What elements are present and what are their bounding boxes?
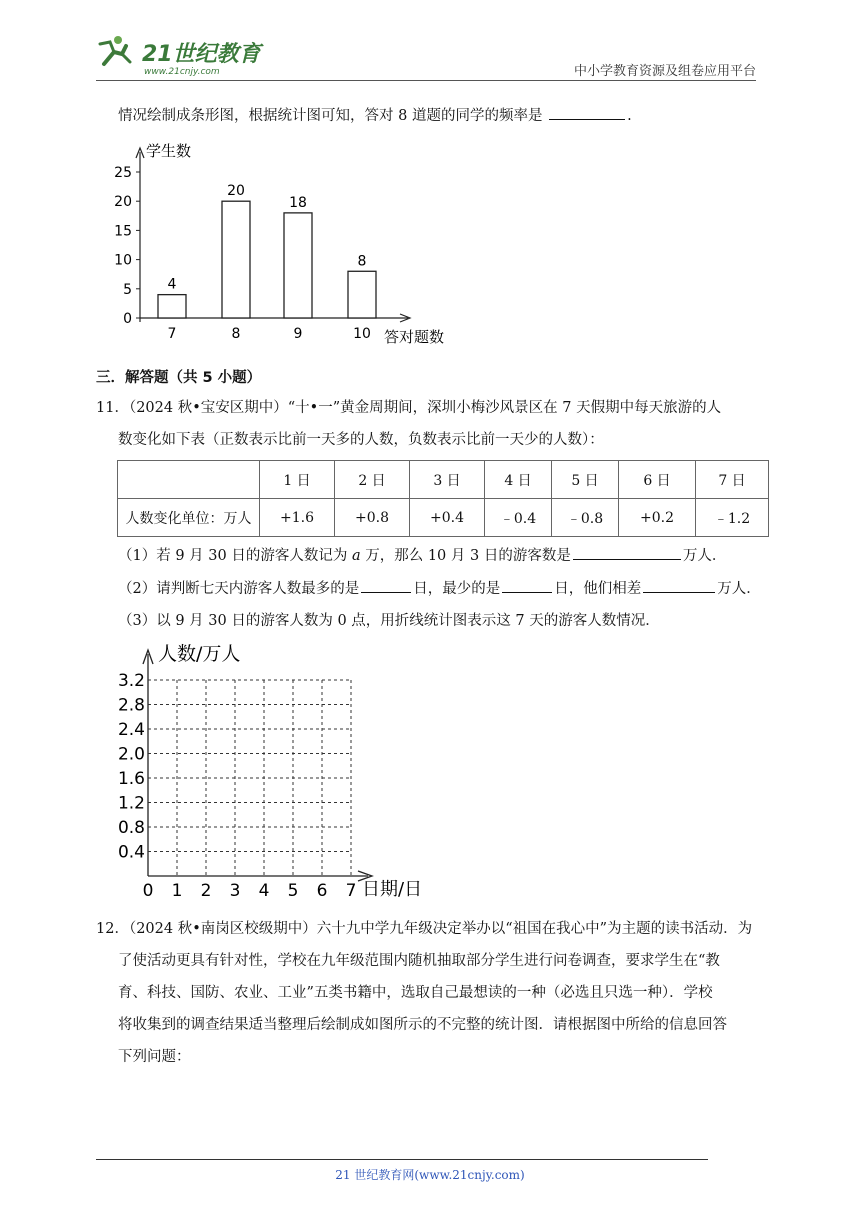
table-cell: +0.8 (335, 499, 410, 537)
y-tick-label: 0.4 (117, 842, 145, 863)
bar-data-label: 18 (289, 194, 307, 211)
section-title: 三．解答题（共 5 小题） (96, 370, 262, 386)
runner-icon (100, 36, 130, 64)
visitor-change-table (117, 460, 769, 537)
q11-part-3: （3）以 9 月 30 日的游客人数为 0 点，用折线统计图表示这 7 天的游客人数情况． (118, 613, 660, 629)
table-cell: ﹣1.2 (696, 499, 769, 537)
y-axis-label: 学生数 (146, 142, 192, 160)
y-tick-label: 20 (114, 194, 132, 211)
y-tick-label: 1.6 (117, 769, 145, 789)
table-row (118, 499, 769, 537)
x-tick-label: 0 (142, 881, 154, 900)
y-tick-label: 15 (114, 223, 132, 240)
variable-a: a (351, 548, 361, 564)
q12-line-2: 了使活动更具有针对性，学校在九年级范围内随机抽取部分学生进行问卷调查，要求学生在“教 (118, 953, 720, 969)
x-tick-label: 4 (258, 881, 270, 900)
footer-divider (96, 1159, 708, 1160)
q11-line-2: 数变化如下表（正数表示比前一天多的人数，负数表示比前一天少的人数）： (118, 432, 604, 448)
table-cell: ﹣0.8 (552, 499, 619, 537)
line-chart-grid (110, 638, 440, 900)
x-tick-label: 8 (231, 326, 241, 342)
q11-p2-text-d: 万人． (717, 581, 761, 597)
x-tick-label: 9 (293, 326, 303, 342)
table-cell: ﹣0.4 (485, 499, 552, 537)
q10-text (118, 105, 632, 126)
bar (348, 271, 376, 318)
table-header-cell: 5 日 (552, 461, 619, 499)
y-tick-label: 25 (114, 165, 132, 181)
x-tick-label: 1 (171, 881, 183, 900)
logo-text: 21世纪教育 (142, 42, 261, 67)
table-header-cell: 4 日 (485, 461, 552, 499)
q12-line-5: 下列问题： (118, 1049, 191, 1065)
x-tick-label: 3 (229, 881, 241, 900)
x-tick-label: 2 (200, 881, 212, 900)
q12-line-1: 12．（2024 秋•南岗区校级期中）六十九中学九年级决定举办以“祖国在我心中”为主题的读书活动．为 (96, 921, 753, 937)
site-logo (96, 34, 276, 78)
table-cell: +0.2 (619, 499, 696, 537)
q10-sentence: 情况绘制成条形图，根据统计图可知，答对 8 道题的同学的频率是 (118, 108, 543, 124)
table-header-cell: 6 日 (619, 461, 696, 499)
answer-blank[interactable] (502, 578, 552, 593)
q11-p2-text-c: 日，他们相差 (554, 581, 642, 597)
y-tick-label: 2.4 (117, 720, 145, 740)
footer-link[interactable]: 21 世纪教育网(www.21cnjy.com) (335, 1168, 525, 1182)
table-header-cell: 7 日 (696, 461, 769, 499)
y-tick-label: 3.2 (117, 671, 145, 691)
bar (284, 213, 312, 318)
x-tick-label: 6 (316, 881, 328, 900)
q11-p1-text-a: （1）若 9 月 30 日的游客人数记为 (118, 548, 352, 564)
q10-end: . (627, 108, 632, 124)
answer-blank[interactable] (573, 545, 681, 560)
table-row-label: 人数变化单位：万人 (118, 499, 260, 537)
q11-p1-text-c: 万人． (682, 548, 727, 564)
x-axis-label: 日期/日 (362, 879, 423, 900)
bar-chart (108, 138, 470, 348)
answer-blank[interactable] (549, 105, 625, 120)
q11-p1-text-b: 万，那么 10 月 3 日的游客数是 (360, 548, 571, 564)
x-tick-label: 7 (167, 326, 177, 342)
answer-blank[interactable] (643, 578, 715, 593)
x-tick-label: 5 (287, 881, 299, 900)
q11-p2-text-b: 日，最少的是 (413, 581, 501, 597)
answer-blank[interactable] (361, 578, 411, 593)
bar-data-label: 20 (227, 183, 245, 200)
table-header-cell (118, 461, 260, 499)
bar (158, 295, 186, 318)
q11-part-2 (118, 578, 761, 599)
y-tick-label: 5 (123, 281, 132, 298)
header-divider (96, 80, 756, 81)
bar-data-label: 4 (167, 276, 177, 293)
x-tick-label: 10 (353, 326, 371, 342)
x-tick-label: 7 (345, 881, 357, 900)
header-platform-name: 中小学教育资源及组卷应用平台 (573, 64, 756, 79)
q12-line-4: 将收集到的调查结果适当整理后绘制成如图所示的不完整的统计图．请根据图中所给的信息回答 (118, 1017, 727, 1033)
y-tick-label: 0.8 (117, 818, 145, 838)
x-axis-label: 答对题数 (384, 328, 445, 346)
table-header-row (118, 461, 769, 499)
table-header-cell: 1 日 (260, 461, 335, 499)
table-header-cell: 2 日 (335, 461, 410, 499)
table-header-cell: 3 日 (410, 461, 485, 499)
q11-part-1 (118, 545, 726, 566)
table-cell: +1.6 (260, 499, 335, 537)
y-tick-label: 0 (123, 311, 132, 327)
y-tick-label: 2.0 (117, 744, 145, 765)
y-tick-label: 10 (114, 252, 132, 269)
q11-p2-text-a: （2）请判断七天内游客人数最多的是 (118, 581, 360, 597)
y-tick-label: 1.2 (117, 793, 145, 814)
y-axis-label: 人数/万人 (158, 643, 241, 665)
table-cell: +0.4 (410, 499, 485, 537)
logo-url: www.21cnjy.com (144, 67, 220, 77)
y-tick-label: 2.8 (117, 695, 145, 716)
q12-line-3: 育、科技、国防、农业、工业”五类书籍中，选取自己最想读的一种（必选且只选一种）．学校 (118, 985, 713, 1001)
q11-line-1: 11．（2024 秋•宝安区期中）“十•一”黄金周期间，深圳小梅沙风景区在 7 天假期中每天旅游的人 (96, 400, 722, 416)
bar-data-label: 8 (357, 253, 367, 270)
bar (222, 201, 250, 318)
